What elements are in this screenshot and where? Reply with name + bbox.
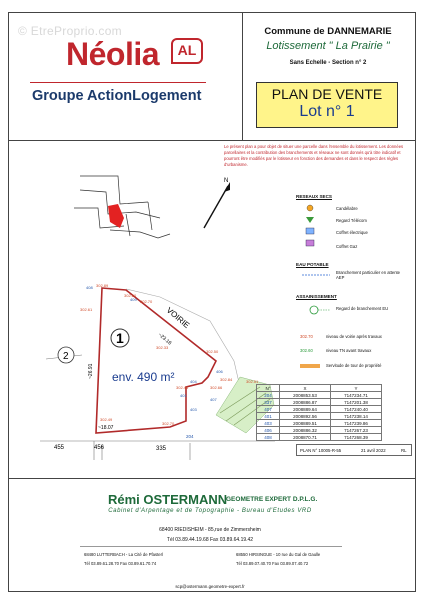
lot-1-highlight: [108, 204, 124, 228]
header-separator-vertical: [242, 12, 243, 140]
legend-assain-title: ASSAINISSEMENT: [296, 294, 337, 299]
lot-plan: [40, 275, 280, 460]
point-401: 401: [180, 393, 187, 398]
north-arrow: [204, 178, 230, 228]
point-407: 407: [210, 397, 217, 402]
legend-assain-icon: [302, 304, 332, 316]
point-403: 403: [190, 407, 197, 412]
dim-south: ~18.07: [98, 425, 114, 431]
table-row: 406 2008886.32 7147267.23: [257, 427, 382, 434]
plan-de-vente-box: [256, 82, 398, 128]
table-header: [257, 385, 382, 392]
disclaimer-note: Le présent plan a pour objet de situer une parcelle dans l'ensemble du lotissement. Les données parcellaires et la contribution des branchements et réseaux ne sont donnés qu'à titre indicatif et pourront être modifiés par le lotisseur en fonction des demandes et dans le respect des règles d'urbanisme.: [224, 144, 404, 167]
main-address: 68400 RIEDISHEIM - 85,rue de Zimmersheim: [159, 527, 261, 533]
parcel-455: 455: [54, 445, 65, 451]
logo-group-text: Groupe ActionLogement: [32, 88, 202, 104]
regard-telecom-icon: [306, 217, 314, 223]
agency-1-address: 68480 LUTTERBACH - La Cité de Pfasterl: [84, 552, 163, 557]
legend-voirie-text: niveau de voirie après travaux: [326, 334, 382, 339]
situation-map: [40, 168, 240, 248]
parcel-335: 335: [156, 446, 167, 452]
legend-candelabre: Candélabre: [336, 206, 358, 211]
legend-tn-text: niveau TN avant travaux: [326, 348, 372, 353]
plan-date: 21 avril 2022: [361, 448, 386, 453]
level-4: 302.61: [80, 307, 93, 312]
legend-eau-text: Branchement particulier en attente AEP: [336, 270, 401, 280]
main-phone: Tél 03.89.44.19.68 Fax 03.89.64.19.42: [166, 537, 254, 543]
parcel-204: 204: [186, 434, 194, 439]
cabinet-description: Cabinet d'Arpentage et de Topographie - Bureau d'Etudes VRD: [108, 508, 312, 514]
legend-coffret-gaz: Coffret Gaz: [336, 244, 358, 249]
action-logement-badge: AL: [171, 38, 203, 64]
plan-ref: PLAN N° 10005-R-55: [300, 448, 342, 453]
level-7: 302.45: [176, 385, 189, 390]
agency-1-phone: Tél 03.89.61.28.70 Fax 03.89.61.70.74: [84, 561, 157, 566]
col-x: X: [280, 385, 331, 392]
footer-separator: [8, 478, 416, 479]
header-separator-horizontal: [8, 140, 416, 141]
legend-tn-niveau: 302.60: [300, 348, 313, 353]
table-row: 408 2008870.71 7147268.39: [257, 434, 382, 441]
level-12: 302.51: [246, 379, 259, 384]
level-11: 302.49: [100, 417, 113, 422]
lotissement-title: Lotissement " La Prairie ": [266, 40, 390, 52]
watermark: © EtreProprio.com: [18, 24, 122, 38]
level-1: 302.89: [96, 283, 109, 288]
commune-title: Commune de DANNEMARIE: [264, 26, 392, 37]
legend-servitude-text: Servitude de tour de propriété: [326, 363, 382, 368]
neolia-logo-text: Néolia: [66, 36, 160, 72]
legend-eau-title: EAU POTABLE: [296, 262, 329, 267]
agency-2-phone: Tél 03.89.07.40.70 Fax 03.89.07.40.72: [236, 561, 309, 566]
level-3: 302.60: [124, 293, 137, 298]
geometre-role: GEOMETRE EXPERT D.P.L.G.: [226, 496, 318, 503]
col-n: N°: [257, 385, 280, 392]
legend-regard-telecom: Regard Télécom: [336, 218, 367, 223]
coffret-gaz-icon: [306, 240, 314, 246]
level-5: 302.50: [206, 349, 219, 354]
table-row: 403 2008889.51 7147239.86: [257, 420, 382, 427]
lot-area-label: env. 490 m²: [112, 370, 175, 384]
point-409: 409: [130, 297, 137, 302]
legend-voirie-niveau: 302.70: [300, 334, 313, 339]
table-row: 337 2008886.87 7147201.38: [257, 399, 382, 406]
point-404: 404: [190, 379, 197, 384]
lot-number-label: 1: [116, 330, 124, 346]
legend-reseaux-secs-title: RESEAUX SECS: [296, 194, 332, 199]
legend-servitude-icon: [298, 362, 324, 370]
echelle-text: Sans Echelle - Section n° 2: [289, 60, 367, 66]
voirie-label: VOIRIE: [164, 305, 192, 330]
plan-de-vente-title: PLAN DE VENTE: [271, 86, 383, 102]
coffret-electrique-icon: [306, 228, 314, 234]
legend-assain-text: Regard de branchement EU: [336, 306, 389, 311]
email-address[interactable]: scp@ostermann.geometre-expert.fr: [175, 584, 245, 589]
point-408: 408: [86, 285, 93, 290]
legend-coffret-electrique: Coffret électrique: [336, 230, 368, 235]
table-row: 401 2008892.56 7147238.14: [257, 413, 382, 420]
plan-reference-box: [296, 444, 412, 456]
level-6: 302.33: [156, 345, 169, 350]
lot-1-boundary: [96, 288, 216, 433]
dim-north: ~23.16: [156, 331, 173, 347]
level-10: 302.70: [162, 421, 175, 426]
footer-rule: [80, 546, 342, 547]
dim-west: ~26.91: [88, 363, 94, 379]
candelabre-icon: [307, 205, 313, 211]
plan-initials: RL: [401, 448, 407, 453]
col-y: Y: [331, 385, 382, 392]
level-2: 302.70: [140, 299, 153, 304]
lot-number-title: Lot n° 1: [299, 103, 355, 120]
point-406: 406: [216, 369, 223, 374]
legend-eau-icon: [300, 270, 336, 280]
agency-2-address: 68550 HIRSINGUE - 10 rue du Gal de Gaulle: [236, 552, 321, 557]
parcel-456: 456: [94, 445, 105, 451]
table-row: 407 2008889.64 7147240.40: [257, 406, 382, 413]
table-row: 204 2008853.53 7147234.71: [257, 392, 382, 399]
logo-divider: [30, 82, 206, 83]
level-9: 302.84: [220, 377, 233, 382]
geometre-name: Rémi OSTERMANN: [108, 492, 228, 507]
coordinates-table: [256, 384, 382, 441]
neighbor-lot-label: 2: [63, 351, 69, 362]
legend-icons-secs: [304, 204, 318, 250]
level-8: 302.66: [210, 385, 223, 390]
svg-text:N: N: [224, 178, 229, 184]
